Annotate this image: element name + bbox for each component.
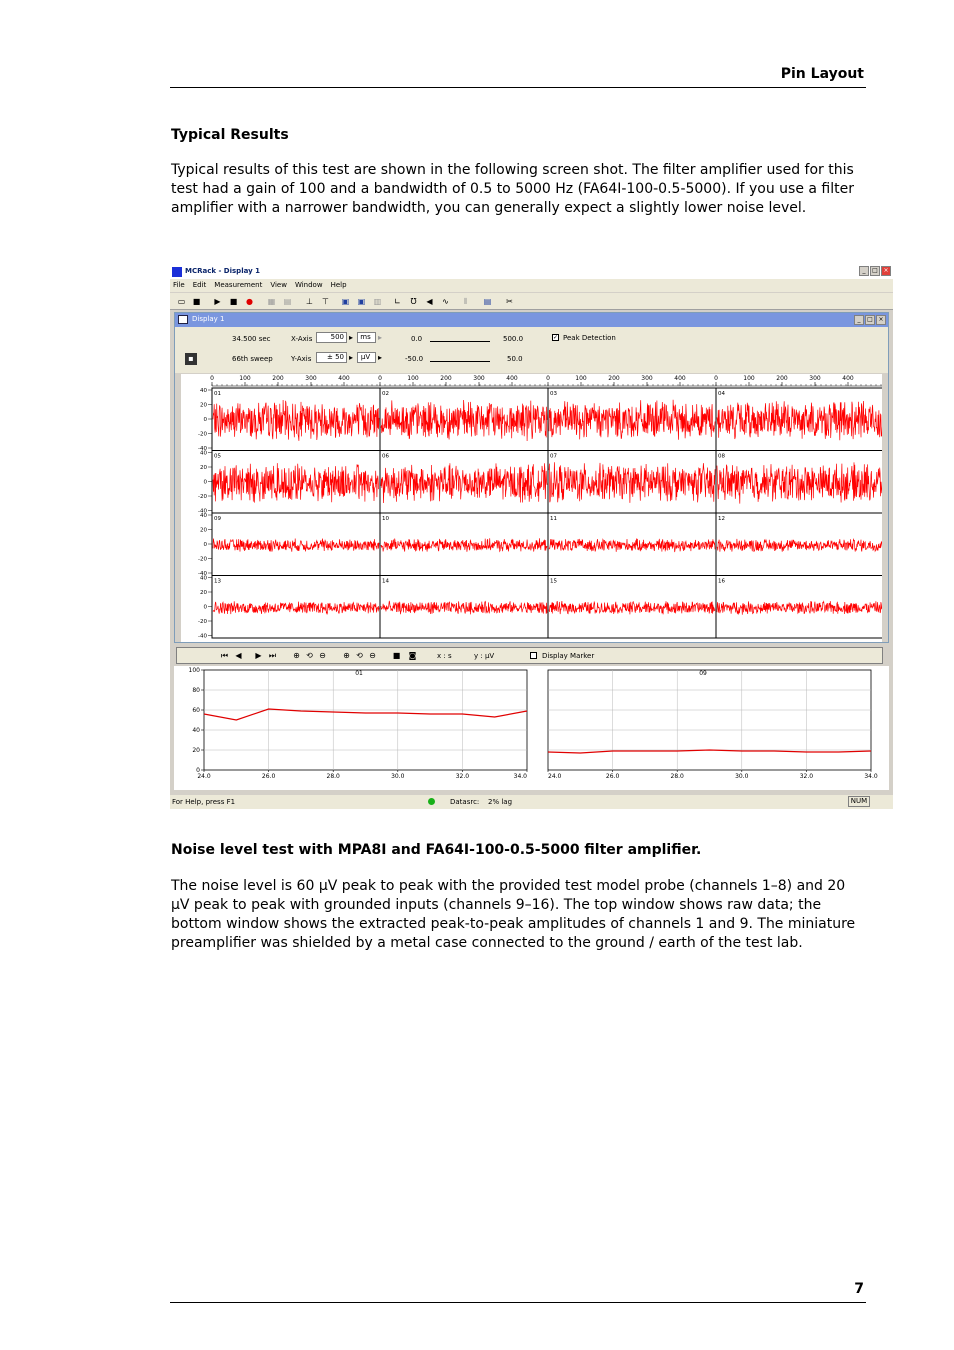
channel-label: 05	[214, 453, 221, 460]
y-tick-label: 0	[203, 604, 207, 611]
display-window	[174, 312, 889, 643]
y-range-slider[interactable]	[430, 361, 490, 362]
channel-label: 03	[550, 391, 557, 397]
pp-y-tick-label: 60	[192, 707, 200, 714]
sweep-readout: 66th sweep	[232, 355, 273, 363]
pp-x-tick-label: 32.0	[455, 773, 470, 780]
window-icon[interactable]: ▣	[341, 297, 350, 306]
x-tick-label: 0	[714, 375, 718, 382]
x-tick-label: 100	[575, 375, 587, 382]
y-tick-label: 40	[200, 450, 207, 457]
spike-icon[interactable]: Ʊ	[410, 297, 417, 306]
peak-toolbar	[176, 647, 883, 664]
y-tick-label: -40	[198, 508, 207, 515]
app-titlebar	[170, 264, 893, 279]
pp-x-tick-label: 24.0	[197, 773, 211, 780]
x-tick-label: 400	[674, 375, 686, 382]
y-tick-label: 40	[200, 575, 207, 582]
x-tick-label: 200	[440, 375, 452, 382]
pp-y-tick-label: 80	[192, 687, 200, 694]
display-marker-checkbox[interactable]	[530, 652, 537, 659]
display-title: Display 1	[192, 315, 225, 323]
pp-x-tick-label: 24.0	[548, 773, 562, 780]
pp-x-tick-label: 34.0	[513, 773, 527, 780]
channel-trace-14	[381, 601, 547, 615]
pp-series-label: 09	[699, 670, 707, 677]
pp-y-tick-label: 40	[192, 727, 200, 734]
channel-trace-02	[381, 400, 547, 441]
tile-icon[interactable]: ▥	[373, 297, 382, 306]
channel-trace-12	[717, 539, 882, 552]
x-tick-label: 400	[842, 375, 854, 382]
channel-trace-05	[213, 463, 379, 503]
display-controls	[175, 327, 888, 373]
y-tick-label: -20	[198, 619, 207, 625]
last-icon[interactable]: ⏭	[268, 651, 277, 660]
pp-x-tick-label: 26.0	[261, 773, 276, 780]
camera-icon[interactable]: ◙	[408, 651, 417, 660]
y-zoom-out-icon[interactable]: ⊖	[369, 651, 376, 660]
channel-label: 10	[382, 516, 389, 522]
panel-icon[interactable]: ▤	[283, 297, 292, 306]
save-icon[interactable]: ■	[192, 297, 201, 306]
display-window-icon	[178, 315, 188, 324]
filter-icon[interactable]: ⊥	[306, 297, 313, 306]
y-tick-label: -20	[198, 556, 207, 563]
status-percent: 2% lag	[488, 798, 513, 806]
channel-trace-11	[549, 539, 715, 553]
y-tick-label: -40	[198, 571, 207, 577]
pp-y-tick-label: 20	[192, 747, 200, 754]
first-icon[interactable]: ⏮	[220, 651, 229, 660]
minimize-icon[interactable]: _	[859, 266, 869, 276]
zoom-reset-icon[interactable]: ⟲	[306, 651, 313, 660]
channel-trace-03	[549, 400, 715, 440]
x-tick-label: 300	[641, 375, 653, 382]
yaxis-spin-icon[interactable]: ▸	[349, 353, 354, 362]
yaxis-unit[interactable]: µV	[357, 352, 376, 363]
yaxis-label: Y-Axis	[291, 355, 312, 363]
menubar	[170, 279, 893, 292]
channel-label: 12	[718, 516, 725, 522]
x-tick-label: 300	[809, 375, 821, 382]
open-icon[interactable]: ▭	[177, 297, 186, 306]
channel-trace-13	[213, 601, 379, 614]
play-icon[interactable]: ▶	[214, 297, 221, 306]
y-zoom-in-icon[interactable]: ⊕	[343, 651, 350, 660]
y-tick-label: 0	[203, 542, 207, 548]
channel-trace-04	[717, 401, 882, 440]
x-tick-label: 0	[546, 375, 550, 382]
x-tick-label: 0	[378, 375, 382, 382]
sound-icon[interactable]: ◀	[426, 297, 433, 306]
x-max-value: 500.0	[503, 335, 524, 343]
channel-trace-07	[549, 462, 715, 503]
display-titlebar	[175, 313, 888, 327]
intro-paragraph: Typical results of this test are shown in the following screen shot. The filter amplifier used for this test had a gain of 100 and a bandwidth of 0.5 to 5000 Hz (FA64I-100-0.5-5000). If you use a filter amplifier with a narrower bandwidth, you can generally expect a slightly lower noise level.	[171, 162, 854, 216]
pp-plot-frame	[204, 670, 527, 770]
y-tick-label: -40	[198, 633, 207, 640]
y-min-value: -50.0	[405, 355, 424, 363]
display-window-buttons	[854, 315, 886, 325]
channel-label: 13	[214, 578, 221, 585]
status-led-icon	[428, 798, 435, 805]
x-tick-label: 200	[776, 375, 788, 382]
y-tick-label: 20	[200, 527, 207, 534]
pp-x-tick-label: 34.0	[864, 773, 878, 780]
page-number: 7	[854, 1281, 864, 1297]
page-footer	[170, 1281, 866, 1303]
peak-detection-checkbox[interactable]: ✓	[553, 334, 559, 341]
xaxis-input[interactable]: 500	[316, 332, 347, 343]
menu-view[interactable]: View	[270, 281, 287, 289]
y-tick-label: 40	[200, 388, 207, 394]
pp-series-label: 01	[355, 670, 363, 677]
y-tick-label: -40	[198, 446, 207, 452]
y-tick-label: 0	[203, 479, 207, 486]
bars-icon[interactable]: ⫴	[463, 297, 468, 306]
page-header	[170, 64, 866, 88]
channel-trace-16	[717, 601, 882, 615]
channel-label: 07	[550, 453, 557, 460]
window-buttons	[859, 266, 891, 276]
channel-label: 04	[718, 391, 725, 397]
calendar-icon[interactable]: ▤	[483, 297, 492, 306]
raw-data-plots	[181, 374, 882, 642]
header-title: Pin Layout	[780, 66, 864, 82]
wave-icon[interactable]: ∿	[442, 297, 449, 306]
yaxis-unit-spin-icon[interactable]: ▸	[378, 353, 383, 362]
zoom-out-icon[interactable]: ⊖	[319, 651, 326, 660]
channel-label: 15	[550, 578, 557, 585]
display-icon[interactable]: ▣	[357, 297, 366, 306]
channel-label: 16	[718, 578, 725, 585]
channel-trace-15	[549, 601, 715, 614]
raw-data-svg	[181, 374, 882, 642]
screenshot-figure	[170, 264, 893, 809]
xaxis-label: X-Axis	[291, 335, 313, 343]
x-tick-label: 100	[239, 375, 251, 382]
channel-trace-10	[381, 538, 547, 552]
pp-x-tick-label: 26.0	[605, 773, 620, 780]
y-tick-label: 40	[200, 513, 207, 519]
status-datasrc: Datasrc:	[450, 798, 480, 806]
x-tick-label: 400	[506, 375, 518, 382]
channel-label: 14	[382, 578, 389, 585]
pp-x-tick-label: 32.0	[799, 773, 814, 780]
channel-label: 09	[214, 516, 221, 522]
y-tick-label: 0	[203, 417, 207, 423]
figure-caption: Noise level test with MPA8I and FA64I-100-0.5-5000 filter amplifier.	[171, 842, 702, 858]
grid-icon[interactable]: ▦	[267, 297, 276, 306]
yaxis-input[interactable]: ± 50	[316, 352, 347, 363]
menu-help[interactable]: Help	[330, 281, 347, 289]
channel-trace-09	[213, 539, 379, 552]
x-min-value: 0.0	[411, 335, 423, 343]
channel-trace-01	[213, 400, 379, 441]
app-logo-icon	[172, 267, 182, 277]
x-tick-label: 200	[272, 375, 284, 382]
next-icon[interactable]: ▶	[255, 651, 262, 660]
save-display-icon[interactable]: ▪	[185, 353, 197, 365]
pp-x-tick-label: 30.0	[735, 773, 749, 780]
display-minimize-icon[interactable]: _	[854, 315, 864, 325]
channel-label: 02	[382, 391, 389, 397]
menu-edit[interactable]: Edit	[192, 281, 207, 289]
channel-trace-06	[381, 463, 547, 503]
display-close-icon[interactable]: ×	[876, 315, 886, 325]
menu-measurement[interactable]: Measurement	[214, 281, 263, 289]
pp-x-tick-label: 28.0	[326, 773, 340, 780]
x-tick-label: 300	[473, 375, 485, 382]
x-tick-label: 300	[305, 375, 317, 382]
statusbar	[170, 795, 893, 809]
peak-to-peak-plots	[174, 666, 889, 790]
y-tick-label: -20	[198, 431, 207, 438]
channel-trace-08	[717, 462, 882, 503]
channel-label: 08	[718, 453, 725, 460]
time-readout: 34.500 sec	[232, 335, 271, 343]
peak-to-peak-svg	[174, 666, 889, 790]
x-tick-label: 200	[608, 375, 620, 382]
y-tick-label: 20	[200, 465, 207, 471]
zoom-in-icon[interactable]: ⊕	[293, 651, 300, 660]
pp-x-tick-label: 30.0	[391, 773, 405, 780]
channel-label: 06	[382, 453, 389, 460]
display-maximize-icon[interactable]: □	[865, 315, 875, 325]
pp-y-label: y : µV	[474, 652, 495, 660]
x-tick-label: 0	[210, 375, 214, 382]
y-zoom-reset-icon[interactable]: ⟲	[356, 651, 363, 660]
y-max-value: 50.0	[507, 355, 523, 363]
menu-window[interactable]: Window	[294, 281, 323, 289]
record-icon[interactable]: ●	[246, 297, 253, 306]
x-tick-label: 100	[407, 375, 419, 382]
xaxis-unit[interactable]: ms	[357, 332, 376, 343]
xaxis-unit-spin-icon[interactable]: ▸	[378, 333, 383, 342]
xaxis-spin-icon[interactable]: ▸	[349, 333, 354, 342]
pp-y-tick-label: 100	[188, 667, 200, 674]
stop-icon[interactable]: ■	[229, 297, 238, 306]
channel-label: 01	[214, 391, 221, 397]
menu-file[interactable]: File	[173, 281, 185, 289]
pp-x-label: x : s	[437, 652, 452, 660]
chart-icon[interactable]: ∟	[394, 297, 401, 306]
x-tick-label: 400	[338, 375, 350, 382]
y-tick-label: -20	[198, 494, 207, 500]
main-toolbar	[170, 293, 893, 310]
status-help: For Help, press F1	[172, 798, 236, 806]
pp-x-tick-label: 28.0	[670, 773, 684, 780]
prev-icon[interactable]: ◀	[235, 651, 242, 660]
peak-detection-label: Peak Detection	[563, 334, 616, 342]
y-tick-label: 20	[200, 590, 207, 596]
x-range-slider[interactable]	[430, 341, 490, 342]
channel-label: 11	[550, 516, 557, 522]
description-paragraph: The noise level is 60 µV peak to peak with the provided test model probe (channels 1–8) and 20 µV peak to peak with grounded inputs (channels 9–16). The top window shows raw data; the bottom window shows the extracted peak-to-peak amplitudes of channels 1 and 9. The miniature preamplifier was shielded by a metal case connected to the ground / earth of the test lab.	[171, 878, 856, 951]
export-icon[interactable]: ■	[392, 651, 401, 660]
maximize-icon[interactable]: □	[870, 266, 880, 276]
app-title: MCRack - Display 1	[185, 267, 260, 275]
cut-icon[interactable]: ✂	[506, 297, 513, 306]
x-tick-label: 100	[743, 375, 755, 382]
pp-plot-frame	[548, 670, 871, 770]
y-tick-label: 20	[200, 402, 207, 409]
section-heading: Typical Results	[171, 127, 289, 143]
display-marker-label: Display Marker	[542, 652, 595, 660]
pp-y-tick-label: 0	[196, 767, 200, 774]
status-num: NUM	[848, 796, 870, 807]
trigger-icon[interactable]: ⊤	[322, 297, 329, 306]
close-icon[interactable]: ×	[881, 266, 891, 276]
